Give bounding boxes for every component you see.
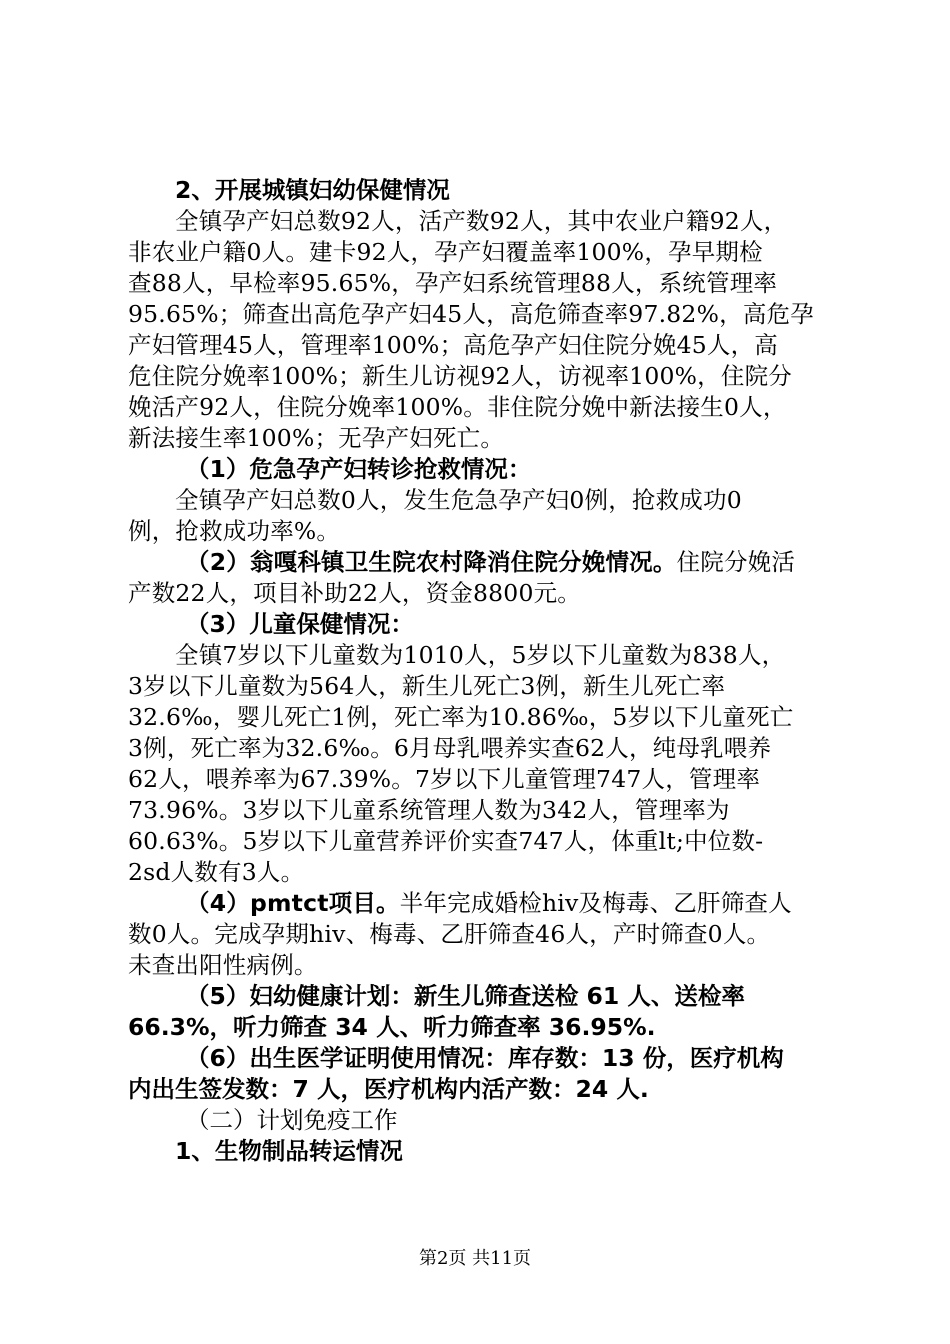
paragraph-line: 非农业户籍0人。建卡92人，孕产妇覆盖率100%，孕早期检 <box>128 238 763 266</box>
paragraph-line: 危住院分娩率100%；新生儿访视92人，访视率100%，住院分 <box>128 362 792 390</box>
paragraph-line: 未查出阳性病例。 <box>128 951 318 979</box>
paragraph-line-bold: （6）出生医学证明使用情况：库存数：13 份，医疗机构 <box>186 1044 784 1072</box>
section-heading: 2、开展城镇妇幼保健情况 <box>175 176 450 204</box>
paragraph-line: 例，抢救成功率%。 <box>128 517 341 545</box>
paragraph-line-bold: 内出生签发数：7 人，医疗机构内活产数：24 人. <box>128 1075 649 1103</box>
paragraph-line: 产数22人，项目补助22人，资金8800元。 <box>128 579 582 607</box>
inline-text: 住院分娩活 <box>676 548 796 576</box>
paragraph-line: 查88人，早检率95.65%，孕产妇系统管理88人，系统管理率 <box>128 269 778 297</box>
paragraph-line: 60.63%。5岁以下儿童营养评价实查747人，体重lt;中位数- <box>128 827 764 855</box>
section-heading: 1、生物制品转运情况 <box>175 1137 403 1165</box>
paragraph-line-bold: 66.3%，听力筛查 34 人、听力筛查率 36.95%. <box>128 1013 656 1041</box>
paragraph-line-bold: （5）妇幼健康计划：新生儿筛查送检 61 人、送检率 <box>186 982 745 1010</box>
paragraph-line: 3例，死亡率为32.6‰。6月母乳喂养实查62人，纯母乳喂养 <box>128 734 772 762</box>
inline-text: 半年完成婚检hiv及梅毒、乙肝筛查人 <box>399 889 792 917</box>
paragraph-line: 73.96%。3岁以下儿童系统管理人数为342人，管理率为 <box>128 796 730 824</box>
page-footer: 第2页 共11页 <box>418 1248 532 1269</box>
subsection-heading: （3）儿童保健情况： <box>186 610 414 638</box>
paragraph-line: 全镇孕产妇总数0人，发生危急孕产妇0例，抢救成功0 <box>175 486 742 514</box>
paragraph-line <box>128 547 838 578</box>
subsection-heading: （2）翁嘎科镇卫生院农村降消住院分娩情况。 <box>186 548 677 576</box>
paragraph-line: 新法接生率100%；无孕产妇死亡。 <box>128 424 505 452</box>
paragraph-line: 全镇孕产妇总数92人，活产数92人，其中农业户籍92人， <box>175 207 788 235</box>
paragraph-line: 全镇7岁以下儿童数为1010人，5岁以下儿童数为838人， <box>175 641 786 669</box>
paragraph-line: 产妇管理45人，管理率100%；高危孕产妇住院分娩45人，高 <box>128 331 778 359</box>
paragraph-line: 3岁以下儿童数为564人，新生儿死亡3例，新生儿死亡率 <box>128 672 726 700</box>
paragraph-line: 娩活产92人，住院分娩率100%。非住院分娩中新法接生0人， <box>128 393 787 421</box>
paragraph-line: 32.6‰，婴儿死亡1例，死亡率为10.86‰，5岁以下儿童死亡 <box>128 703 794 731</box>
paragraph-line: 95.65%；筛查出高危孕产妇45人，高危筛查率97.82%，高危孕 <box>128 300 814 328</box>
subsection-heading: （1）危急孕产妇转诊抢救情况： <box>186 455 532 483</box>
section-heading: （二）计划免疫工作 <box>186 1106 398 1134</box>
paragraph-line: 2sd人数有3人。 <box>128 858 305 886</box>
paragraph-line: 数0人。完成孕期hiv、梅毒、乙肝筛查46人，产时筛查0人。 <box>128 920 771 948</box>
paragraph-line: 62人，喂养率为67.39%。7岁以下儿童管理747人，管理率 <box>128 765 761 793</box>
paragraph-line <box>128 888 838 919</box>
document-body <box>128 175 838 1167</box>
subsection-heading: （4）pmtct项目。 <box>186 889 400 917</box>
